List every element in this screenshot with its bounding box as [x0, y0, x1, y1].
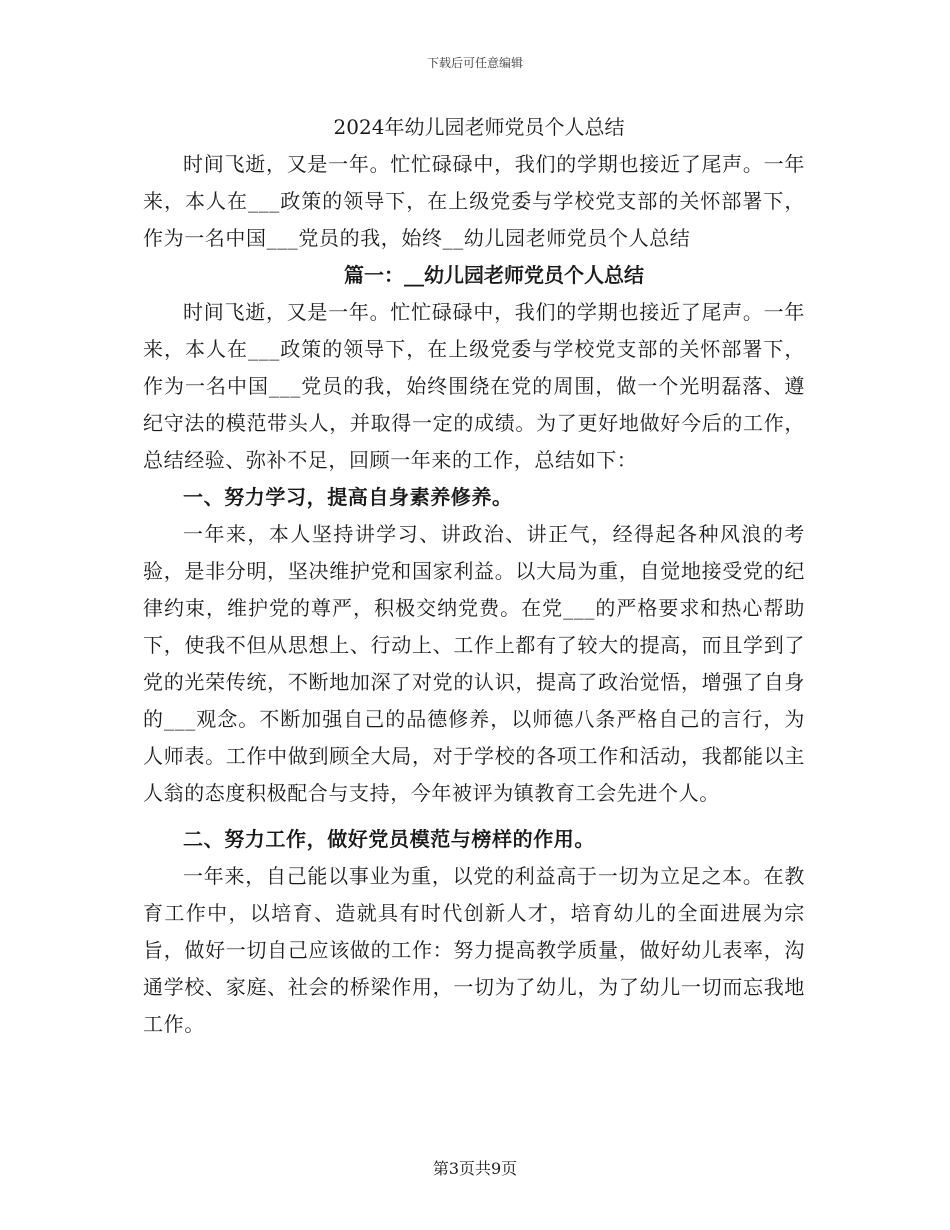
- document-body: [143, 108, 805, 1043]
- paragraph-2: 一年来，本人坚持讲学习、讲政治、讲正气，经得起各种风浪的考验，是非分明，坚决维护党和国家利益。以大局为重，自觉地接受党的纪律约束，维护党的尊严，积极交纳党费。在党___的严格要求和热心帮助下，使我不但从思想上、行动上、工作上都有了较大的提高，而且学到了党的光荣传统，不断地加深了对党的认识，提高了政治觉悟，增强了自身的___观念。不断加强自己的品德修养，以师德八条严格自己的言行，为人师表。工作中做到顾全大局，对于学校的各项工作和活动，我都能以主人翁的态度积极配合与支持，今年被评为镇教育工会先进个人。: [143, 522, 805, 805]
- header-note: 下载后可任意编辑: [426, 56, 523, 70]
- paragraph-3: 一年来，自己能以事业为重，以党的利益高于一切为立足之本。在教育工作中，以培育、造就具有时代创新人才，培育幼儿的全面进展为宗旨，做好一切自己应该做的工作：努力提高教学质量，做好幼儿表率，沟通学校、家庭、社会的桥梁作用，一切为了幼儿，为了幼儿一切而忘我地工作。: [143, 864, 805, 1036]
- section-title: 篇一：__幼儿园老师党员个人总结: [344, 263, 644, 287]
- page-number-footer: 第3页共9页: [432, 1159, 518, 1178]
- intro-paragraph: 时间飞逝，又是一年。忙忙碌碌中，我们的学期也接近了尾声。一年来，本人在___政策的领导下，在上级党委与学校党支部的关怀部署下，作为一名中国___党员的我，始终__幼儿园老师党员个人总结: [143, 152, 805, 250]
- paragraph-1: 时间飞逝，又是一年。忙忙碌碌中，我们的学期也接近了尾声。一年来，本人在___政策的领导下，在上级党委与学校党支部的关怀部署下，作为一名中国___党员的我，始终围绕在党的周围，做一个光明磊落、遵纪守法的模范带头人，并取得一定的成绩。为了更好地做好今后的工作，总结经验、弥补不足，回顾一年来的工作，总结如下：: [143, 300, 805, 472]
- heading-1: 一、努力学习，提高自身素养修养。: [183, 485, 513, 509]
- document-title: 2024年幼儿园老师党员个人总结: [333, 115, 625, 139]
- heading-2: 二、努力工作，做好党员模范与榜样的作用。: [183, 827, 595, 851]
